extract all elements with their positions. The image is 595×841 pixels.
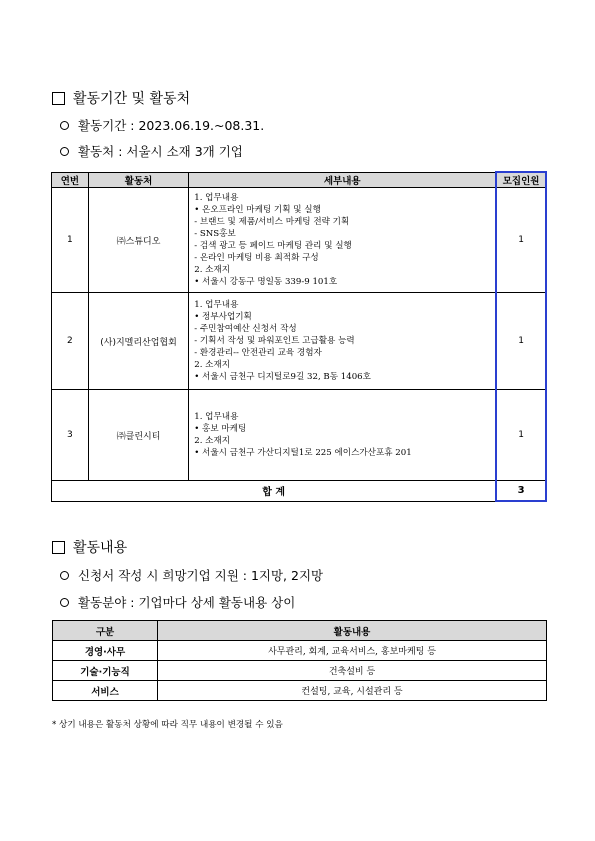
table-header-row [53,621,547,641]
total-label: 합 계 [52,481,497,502]
header-no: 연번 [52,172,89,188]
total-value: 3 [496,481,546,502]
detail-line: 2. 소재지 [194,436,231,446]
detail-line: 2. 소재지 [194,360,231,370]
header-activity: 활동내용 [158,621,547,641]
section1-title [52,88,190,108]
row-number: 1 [52,188,89,293]
category-cell: 기술·기능직 [53,661,158,681]
table-header-row [52,172,547,188]
checkbox-square-icon [52,92,65,105]
circle-bullet-icon [60,598,69,607]
recruit-count: 1 [496,293,546,390]
org-name: ㈜스튜디오 [88,188,188,293]
detail-line: • 홍보 마케팅 [194,424,247,434]
apply-text: 신청서 작성 시 희망기업 지원 : 1지망, 2지망 [78,568,324,583]
field-bullet [60,593,295,611]
section2-title-text: 활동내용 [73,540,128,556]
header-detail: 세부내용 [189,172,496,188]
detail-line: 1. 업무내용 [194,412,239,422]
header-category: 구분 [53,621,158,641]
activity-cell: 사무관리, 회계, 교육서비스, 홍보마케팅 등 [158,641,547,661]
detail-cell [189,390,496,481]
footnote: * 상기 내용은 활동처 상황에 따라 직무 내용이 변경될 수 있음 [52,720,283,730]
checkbox-square-icon [52,541,65,554]
recruit-count: 1 [496,390,546,481]
detail-line: - 환경관리-- 안전관리 교육 경험자 [194,348,322,358]
detail-line: 2. 소재지 [194,265,231,275]
place-bullet [60,142,243,160]
row-number: 3 [52,390,89,481]
detail-line: - SNS홍보 [194,229,236,239]
detail-line: • 정부사업기획 [194,312,252,322]
detail-line: - 검색 광고 등 페이드 마케팅 관리 및 실행 [194,241,352,251]
apply-bullet [60,566,323,584]
placement-table [51,171,547,502]
detail-line: - 브랜드 및 제품/서비스 마케팅 전략 기획 [194,217,350,227]
category-cell: 경영·사무 [53,641,158,661]
detail-line: • 서울시 강동구 명일동 339-9 101호 [194,277,338,287]
table-row [52,293,547,390]
org-name: (사)지멜리산업협회 [88,293,188,390]
table-row [53,641,547,661]
detail-line: - 주민참여예산 신청서 작성 [194,324,297,334]
detail-line: • 서울시 금천구 디지털로9길 32, B동 1406호 [194,372,371,382]
section1-title-text: 활동기간 및 활동처 [73,91,191,107]
total-row [52,481,547,502]
period-text: 활동기간 : 2023.06.19.~08.31. [78,118,265,133]
detail-line: - 온라인 마케팅 비용 최적화 구성 [194,253,319,263]
table-row [53,681,547,701]
detail-line: - 기획서 작성 및 파워포인트 고급활용 능력 [194,336,355,346]
table-row [52,390,547,481]
circle-bullet-icon [60,121,69,130]
header-org: 활동처 [88,172,188,188]
detail-line: 1. 업무내용 [194,300,239,310]
header-count: 모집인원 [496,172,546,188]
org-name: ㈜클린시티 [88,390,188,481]
table-row [53,661,547,681]
detail-cell [189,188,496,293]
table-row [52,188,547,293]
activity-table [52,620,547,701]
detail-cell [189,293,496,390]
activity-cell: 컨설팅, 교육, 시설관리 등 [158,681,547,701]
category-cell: 서비스 [53,681,158,701]
place-text: 활동처 : 서울시 소재 3개 기업 [78,144,243,159]
detail-line: • 온오프라인 마케팅 기획 및 실행 [194,205,321,215]
row-number: 2 [52,293,89,390]
activity-cell: 건축설비 등 [158,661,547,681]
section2-title [52,537,127,557]
circle-bullet-icon [60,571,69,580]
period-bullet [60,116,264,134]
recruit-count: 1 [496,188,546,293]
detail-line: 1. 업무내용 [194,193,239,203]
circle-bullet-icon [60,147,69,156]
detail-line: • 서울시 금천구 가산디지털1로 225 에이스가산포휴 201 [194,448,412,458]
field-text: 활동분야 : 기업마다 상세 활동내용 상이 [78,595,296,610]
